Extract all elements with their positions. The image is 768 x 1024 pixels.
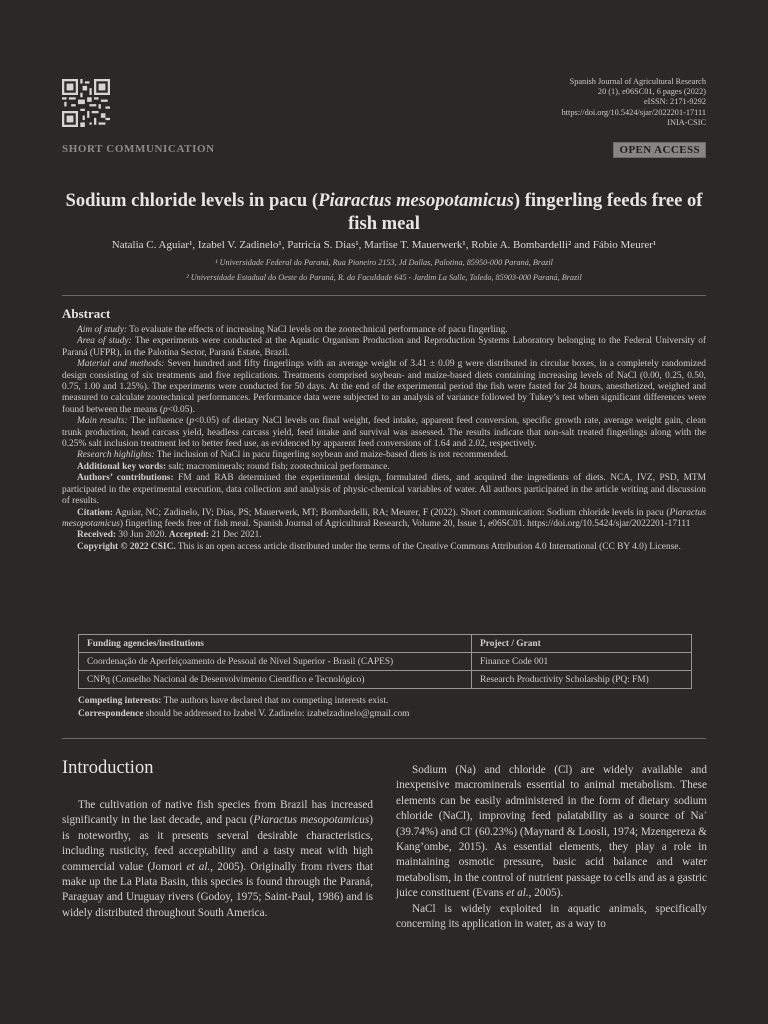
table-header-row — [79, 635, 692, 653]
journal-issue: 20 (1), e06SC01, 6 pages (2022) — [597, 87, 706, 97]
abstract-heading: Abstract — [62, 306, 111, 321]
affiliation-2: ² Universidade Estadual do Oeste do Paraná, R. da Faculdade 645 - Jardim La Salle, Toledo, 85903-000 Paraná, Brazil — [186, 273, 582, 282]
table-row — [79, 671, 692, 689]
table-cell: CNPq (Conselho Nacional de Desenvolvimento Científico e Tecnológico) — [79, 671, 472, 689]
open-access-badge: OPEN ACCESS — [613, 142, 706, 158]
journal-doi-link[interactable]: https://doi.org/10.5424/sjar/2022201-17111 — [561, 107, 706, 117]
intro-paragraph: NaCl is widely exploited in aquatic animals, specifically concerning its application in water, as a way to — [396, 902, 707, 931]
journal-eissn: eISSN: 2171-9292 — [644, 97, 706, 107]
divider — [62, 295, 706, 296]
abstract-dates: Received: 30 Jun 2020. Accepted: 21 Dec 2021. — [77, 530, 262, 541]
abstract-body — [62, 325, 706, 553]
abstract-area: Area of study: The experiments were conducted at the Aquatic Organism Production and Reproduction Systems Laboratory belonging to the Federal University of Paraná (UFPR), in the Palotina Sector, Paraná Estate, Brazil. — [62, 336, 706, 358]
abstract-results: Main results: The influence (p<0.05) of dietary NaCl levels on final weight, feed intake, apparent feed conversion, specific growth rate, average weight gain, clean trunk production, head carcass yield, headless carcass yield, feed intake and survival was assessed. The results indicate that non-salt treated fingerlings along with the 0.25% salt inclusion treatment led to better feed use, as evidenced by apparent feed conversions of 1.64 and 2.02, respectively. — [62, 416, 706, 450]
journal-name: Spanish Journal of Agricultural Research — [569, 77, 706, 86]
table-cell: Coordenação de Aperfeiçoamento de Pessoal de Nível Superior - Brasil (CAPES) — [79, 653, 472, 671]
section-type: SHORT COMMUNICATION — [62, 143, 215, 155]
abstract-keywords: Additional key words: salt; macrominerals; round fish; zootechnical performance. — [77, 461, 390, 472]
intro-paragraph: The cultivation of native fish species from Brazil has increased significantly in the last decade, and pacu (Piaractus mesopotamicus) is noteworthy, as it presents several desirable characteristics, including rusticity, feed acceptability and a tasty meat with high commercial value (Jomori et al., 2005). Originally from rivers that make up the La Plata Basin, this species is found through the Paraná, Paraguay and Uruguay rivers (Godoy, 1975; Saint-Paul, 1986) and is widely distributed throughout South America. — [62, 799, 373, 919]
divider — [62, 738, 706, 739]
table-header: Funding agencies/institutions — [79, 635, 472, 653]
article-notes — [78, 695, 698, 720]
table-header: Project / Grant — [472, 635, 692, 653]
journal-meta — [446, 77, 706, 128]
journal-publisher: INIA-CSIC — [667, 117, 706, 127]
affiliation-1: ¹ Universidade Federal do Paraná, Rua Pioneiro 2153, Jd Dallas, Palotina, 85950-000 Paraná, Brazil — [215, 258, 553, 267]
right-column — [396, 763, 707, 932]
abstract-contributions: Authors’ contributions: FM and RAB determined the experimental design, formulated diets, and acquired the ingredients of diets. NCA, IVZ, PSD, MTM participated in the experimental execution, data collection and analysis of physic-chemical variables of water. All authors participated in the article writing and discussion of results. — [62, 473, 706, 507]
left-column — [62, 757, 373, 921]
table-row — [79, 653, 692, 671]
introduction-heading: Introduction — [62, 758, 154, 778]
abstract-citation: Citation: Aguiar, NC; Zadinelo, IV; Dias, PS; Mauerwerk, MT; Bombardelli, RA; Meurer, F (2022). Short communication: Sodium chloride levels in pacu (Piaractus mesopotamicus) fingerling feeds free of fish meal. Spanish Journal of Agricultural Research, Volume 20, Issue 1, e06SC01. https://doi.org/10.5424/sjar/2022201-17111 — [62, 507, 706, 529]
correspondence: Correspondence should be addressed to Izabel V. Zadinelo: izabelzadinelo@gmail.com — [78, 708, 410, 719]
table-cell: Finance Code 001 — [472, 653, 692, 671]
intro-paragraph: Sodium (Na) and chloride (Cl) are widely available and inexpensive macrominerals essential to animal metabolism. These elements can be easily administered in the form of dietary sodium chloride (NaCl), improving feed palatability as a source of Na+ (39.74%) and Cl- (60.23%) (Maynard & Loosli, 1974; Mzengereza & Kang’ombe, 2015). As essential elements, they play a role in maintaining osmotic pressure, basic acid balance and water metabolism, in the control of nutrient passage to cells and as a gastric juice constituent (Evans et al., 2005). — [396, 764, 708, 900]
table-cell: Research Productivity Scholarship (PQ: FM) — [472, 671, 692, 689]
competing-interests: Competing interests: The authors have declared that no competing interests exist. — [78, 696, 389, 706]
article-title: Sodium chloride levels in pacu (Piaractus mesopotamicus) fingerling feeds free of fish meal — [65, 190, 703, 234]
funding-table — [78, 634, 692, 689]
abstract-aim: Aim of study: To evaluate the effects of increasing NaCl levels on the zootechnical performance of pacu fingerling. — [77, 325, 508, 335]
abstract-copyright: Copyright © 2022 CSIC. This is an open access article distributed under the terms of the Creative Commons Attribution 4.0 International (CC BY 4.0) License. — [77, 541, 681, 552]
abstract-methods: Material and methods: Seven hundred and fifty fingerlings with an average weight of 3.41 ± 0.09 g were distributed in circular boxes, in a completely randomized design consisting of six treatments and five replications. Treatments comprised soybean- and maize-based diets containing increasing levels of NaCl (0.00, 0.25, 0.50, 0.75, 1.00 and 1.25%). The experiments were conducted for 50 days. At the end of the experimental period the fish were fasted for 24 hours, anesthetized, weighed and measured to calculate zootechnical performances. Performance data were subjected to an analysis of variance followed by Tukey’s test when significant differences were found between the means (p<0.05). — [62, 359, 706, 415]
author-list: Natalia C. Aguiar¹, Izabel V. Zadinelo¹, Patricia S. Dias¹, Marlise T. Mauerwerk¹, Robie A. Bombardelli² and Fábio Meurer¹ — [111, 239, 657, 251]
abstract-highlights: Research highlights: The inclusion of NaCl in pacu fingerling soybean and maize-based diets is not recommended. — [77, 450, 509, 461]
qr-code-icon — [62, 79, 110, 127]
